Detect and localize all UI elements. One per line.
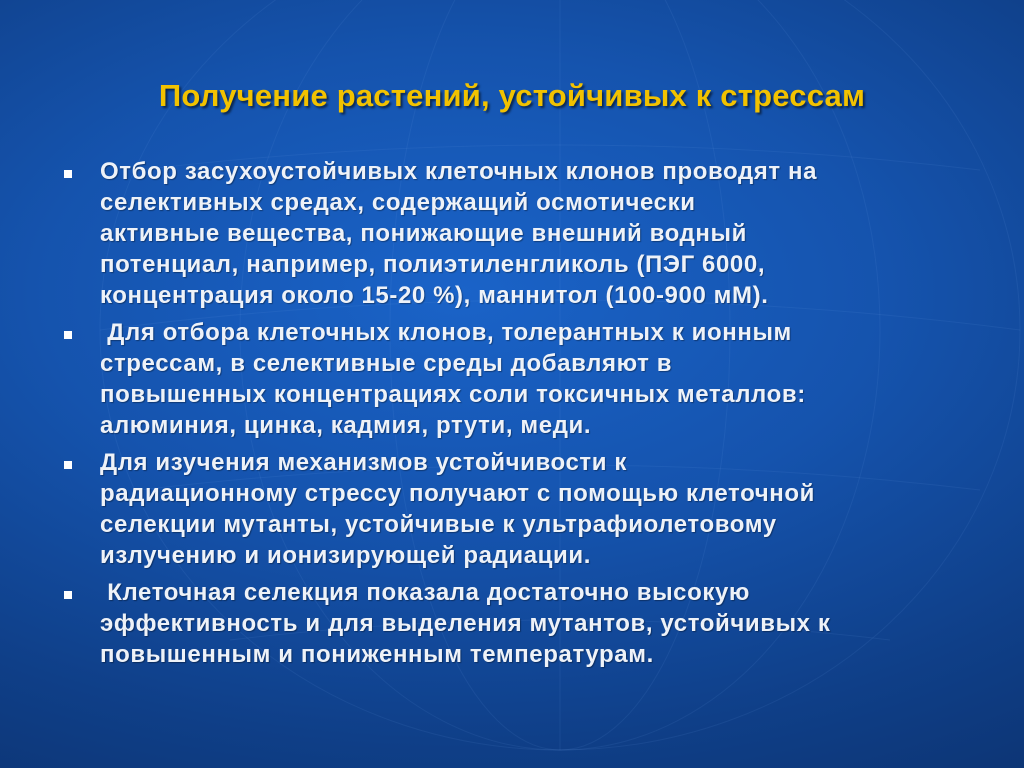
- bullet-text: Клеточная селекция показала достаточно высокую эффективность и для выделения мутантов, устойчивых к повышенным и пониженным температурам.: [100, 579, 831, 668]
- bullet-item: [56, 577, 986, 670]
- bullet-item: [56, 156, 986, 311]
- bullet-item: [56, 317, 986, 441]
- bullet-list: [56, 156, 986, 676]
- bullet-item: [56, 447, 986, 571]
- slide-title: Получение растений, устойчивых к стрессам: [158, 78, 866, 113]
- square-bullet-icon: [64, 461, 72, 469]
- bullet-text: Для изучения механизмов устойчивости к радиационному стрессу получают с помощью клеточной селекции мутанты, устойчивые к ультрафиолетовому излучению и ионизирующей радиации.: [100, 449, 815, 569]
- bullet-text: Отбор засухоустойчивых клеточных клонов проводят на селективных средах, содержащий осмотически активные вещества, понижающие внешний водный потенциал, например, полиэтиленгликоль (ПЭГ 6000, концентрация около 15-20 %), маннитол (100-900 мМ).: [100, 158, 818, 309]
- square-bullet-icon: [64, 331, 72, 339]
- square-bullet-icon: [64, 591, 72, 599]
- square-bullet-icon: [64, 170, 72, 178]
- bullet-text: Для отбора клеточных клонов, толерантных к ионным стрессам, в селективные среды добавляют в повышенных концентрациях соли токсичных металлов: алюминия, цинка, кадмия, ртути, меди.: [100, 319, 806, 439]
